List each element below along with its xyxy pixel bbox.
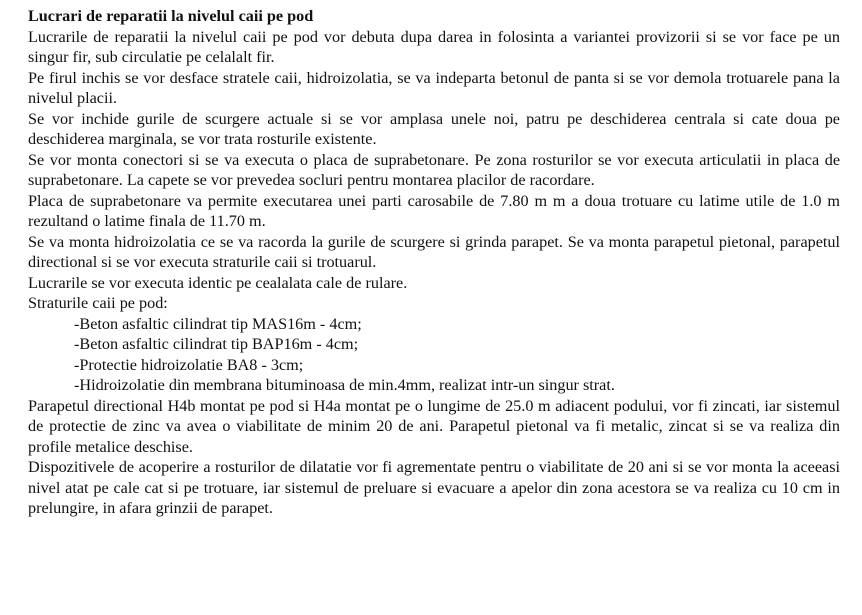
paragraph-closed-lane: Pe firul inchis se vor desface stratele caii, hidroizolatia, se va indeparta betonul de panta si se vor demola trotuarele pana la nivelul placii. xyxy=(28,68,840,107)
paragraph-expansion-joints: Dispozitivele de acoperire a rosturilor de dilatatie vor fi agrementate pentru o viabilitate de 20 ani si se vor monta la aceeasi nivel atat pe cale cat si pe trotuare, iar sistemul de preluare si evacuare a apelor din zona acestora se va realiza cu 10 cm in prelungire, in afara grinzii de parapet. xyxy=(28,458,840,517)
paragraph-drains: Se vor inchide gurile de scurgere actuale si se vor amplasa unele noi, patru pe deschiderea centrala si cate doua pe deschiderea marginala, se vor trata rosturile existente. xyxy=(28,109,840,148)
list-item: -Protectie hidroizolatie BA8 - 3cm; xyxy=(74,355,304,374)
paragraph-waterproofing: Se va monta hidroizolatia ce se va racorda la gurile de scurgere si grinda parapet. Se va monta parapetul pietonal, parapetul directional si se vor executa straturile caii si trotuarul. xyxy=(28,232,840,271)
paragraph-layers-heading: Straturile caii pe pod: xyxy=(28,294,168,312)
paragraph-slab-width: Placa de suprabetonare va permite executarea unei parti carosabile de 7.80 m m a doua trotuare cu latime utile de 1.0 m rezultand o latime finala de 11.70 m. xyxy=(28,191,840,230)
road-layers-list xyxy=(28,314,840,396)
paragraph-parapets: Parapetul directional H4b montat pe pod si H4a montat pe o lungime de 25.0 m adiacent podului, vor fi zincati, iar sistemul de protectie de zinc va avea o viabilitate de minim 20 de ani. Parapetul pietonal va fi metalic, zincat si se va realiza din profile metalice deschise. xyxy=(28,396,840,456)
list-item: -Beton asfaltic cilindrat tip BAP16m - 4cm; xyxy=(74,335,359,353)
list-item: -Hidroizolatie din membrana bituminoasa de min.4mm, realizat intr-un singur strat. xyxy=(74,376,615,394)
document-page xyxy=(28,6,840,519)
paragraph-start-works: Lucrarile de reparatii la nivelul caii pe pod vor debuta dupa darea in folosinta a variantei provizorii si se vor face pe un singur fir, sub circulatie pe celalalt fir. xyxy=(28,27,840,66)
paragraph-connectors: Se vor monta conectori si se va executa o placa de suprabetonare. Pe zona rosturilor se vor executa articulatii in placa de suprabetonare. La capete se vor prevedea socluri pentru montarea placilor de racordare. xyxy=(28,150,840,189)
list-item: -Beton asfaltic cilindrat tip MAS16m - 4cm; xyxy=(74,314,362,333)
paragraph-other-lane: Lucrarile se vor executa identic pe cealalata cale de rulare. xyxy=(28,273,408,292)
section-title: Lucrari de reparatii la nivelul caii pe pod xyxy=(28,7,314,25)
